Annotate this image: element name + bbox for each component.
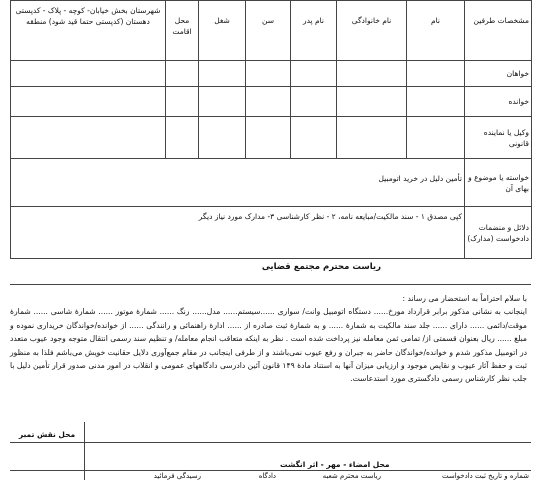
signature-divider [10,442,531,443]
label-defendant: خوانده [465,87,532,117]
branch-head: ریاست محترم شعبه [322,472,381,480]
stamp-label: محل نقش تمبر [18,430,76,439]
header-family: نام خانوادگی [337,1,407,61]
header-father: نام پدر [291,1,337,61]
header-address: شهرستان بخش خیابان- کوچه - پلاک - کدپستی دهستان (کدپستی حتما قید شود) منطقه [11,1,166,61]
header-name: نام [407,1,465,61]
row-evidence [11,207,532,259]
label-plaintiff: خواهان [465,61,532,87]
parties-table [10,0,532,259]
label-evidence: دلائل و منضمات دادخواست (مدارک) [465,207,532,259]
row-defendant [11,87,532,117]
court-title: ریاست محترم مجتمع قضایی [261,262,381,272]
petition-text: اینجانب به نشانی مذکور برابر قرارداد مورخ...... دستگاه اتومبیل وانت/ سواری ......سیستم...... مدل...... رنگ ...... شمارهٔ موتور ...... شمارهٔ شاسی ...... شمارهٔ موقت/دائمی ...... دارای ...... جلد سند مالکیت به شمارهٔ ...... و به شمارهٔ ثبت صادره از ...... ادارهٔ راهنمائی و رانندگی ...... از خوانده/خواندگان خریداری نموده و مبلغ ...... ریال بعنوان قسمتی از/ تمامی ثمن معامله نیز پرداخت شده است . نظر به اینکه متعاقب انجام معامله/ و تنظیم سند رسمی انتقال متوجه وجود عیوب متعدد در اتومبیل مذکور شدم و خوانده/خواندگان حاضر به جبران و رفع عیوب نمی‌باشند و از طرفی اینجانب در مقام جمع‌آوری دلایل حقانیت خویش می‌باشم فلذا به منظور ثبت و حفظ آثار عیوب و نقایص موجود و ارزیابی میزان آنها به استناد مادهٔ ۱۴۹ قانون آئین دادرسی دادگاههای عمومی و انقلاب در امور مدنی صدور قرار تأمین دلیل با جلب نظر کارشناس رسمی دادگستری مورد استدعاست. [10,307,527,384]
court-label: دادگاه [258,472,276,480]
registration-number: شماره و تاریخ ثبت دادخواست [441,472,529,480]
evidence-value: کپی مصدق ۱ - سند مالکیت/مبایعه نامه، ۲ - نظر کارشناسی ۳- مدارک مورد نیاز دیگر [11,207,465,259]
divider [10,284,531,285]
header-age: سن [246,1,291,61]
request-value: تأمین دلیل در خرید اتومبیل [11,159,465,207]
greeting: با سلام احتراماً به استحضار می رساند : [402,294,527,303]
header-row [11,1,532,61]
header-job: شغل [199,1,246,61]
row-plaintiff [11,61,532,87]
row-request [11,159,532,207]
label-attorney: وکیل یا نماینده قانونی [465,117,532,159]
header-spec: مشخصات طرفین [465,1,532,61]
signature-label: محل امضاء - مهر - اثر انگشت [280,460,390,469]
row-attorney [11,117,532,159]
label-request: خواسته یا موضوع و بهای آن [465,159,532,207]
header-residence: محل اقامت [166,1,199,61]
registration-strip [10,470,531,481]
review-instruction: رسیدگی فرمائید [153,472,201,480]
petition-body [10,292,527,386]
